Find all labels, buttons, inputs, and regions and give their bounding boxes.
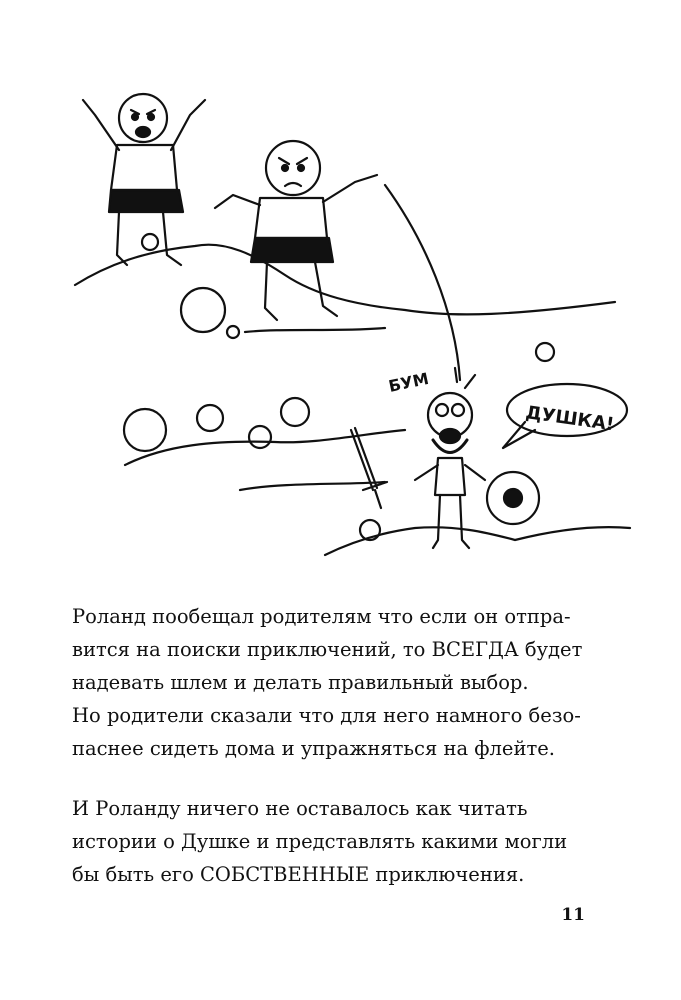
text-line: вится на поиски приключений, то ВСЕГДА будет	[72, 638, 583, 661]
text-line: надевать шлем и делать правильный выбор.	[72, 671, 529, 694]
knight-roland	[415, 368, 539, 548]
paragraph-2	[72, 792, 632, 891]
sfx-boom-text: БУМ	[386, 368, 431, 396]
text-line: Но родители сказали что для него намного безо-	[72, 704, 581, 727]
trajectory-line	[385, 185, 460, 380]
sword	[351, 428, 387, 508]
text-line: И Роланду ничего не оставалось как читать	[72, 797, 528, 820]
text-line: бы быть его СОБСТВЕННЫЕ приключения.	[72, 863, 525, 886]
text-line: Роланд пообещал родителям что если он отпра-	[72, 605, 571, 628]
cartoon-illustration	[55, 70, 635, 565]
upper-hill	[75, 245, 615, 315]
text-line: истории о Душке и представлять какими могли	[72, 830, 568, 853]
troll-right	[215, 141, 377, 320]
text-line: паснее сидеть дома и упражняться на флейте.	[72, 737, 555, 760]
page-number: 11	[561, 905, 585, 925]
paragraph-1	[72, 600, 632, 765]
illustration-svg	[55, 70, 635, 565]
speech-bubble-text: ДУШКА!	[524, 402, 616, 436]
boulder	[181, 288, 225, 332]
troll-left	[83, 94, 205, 265]
